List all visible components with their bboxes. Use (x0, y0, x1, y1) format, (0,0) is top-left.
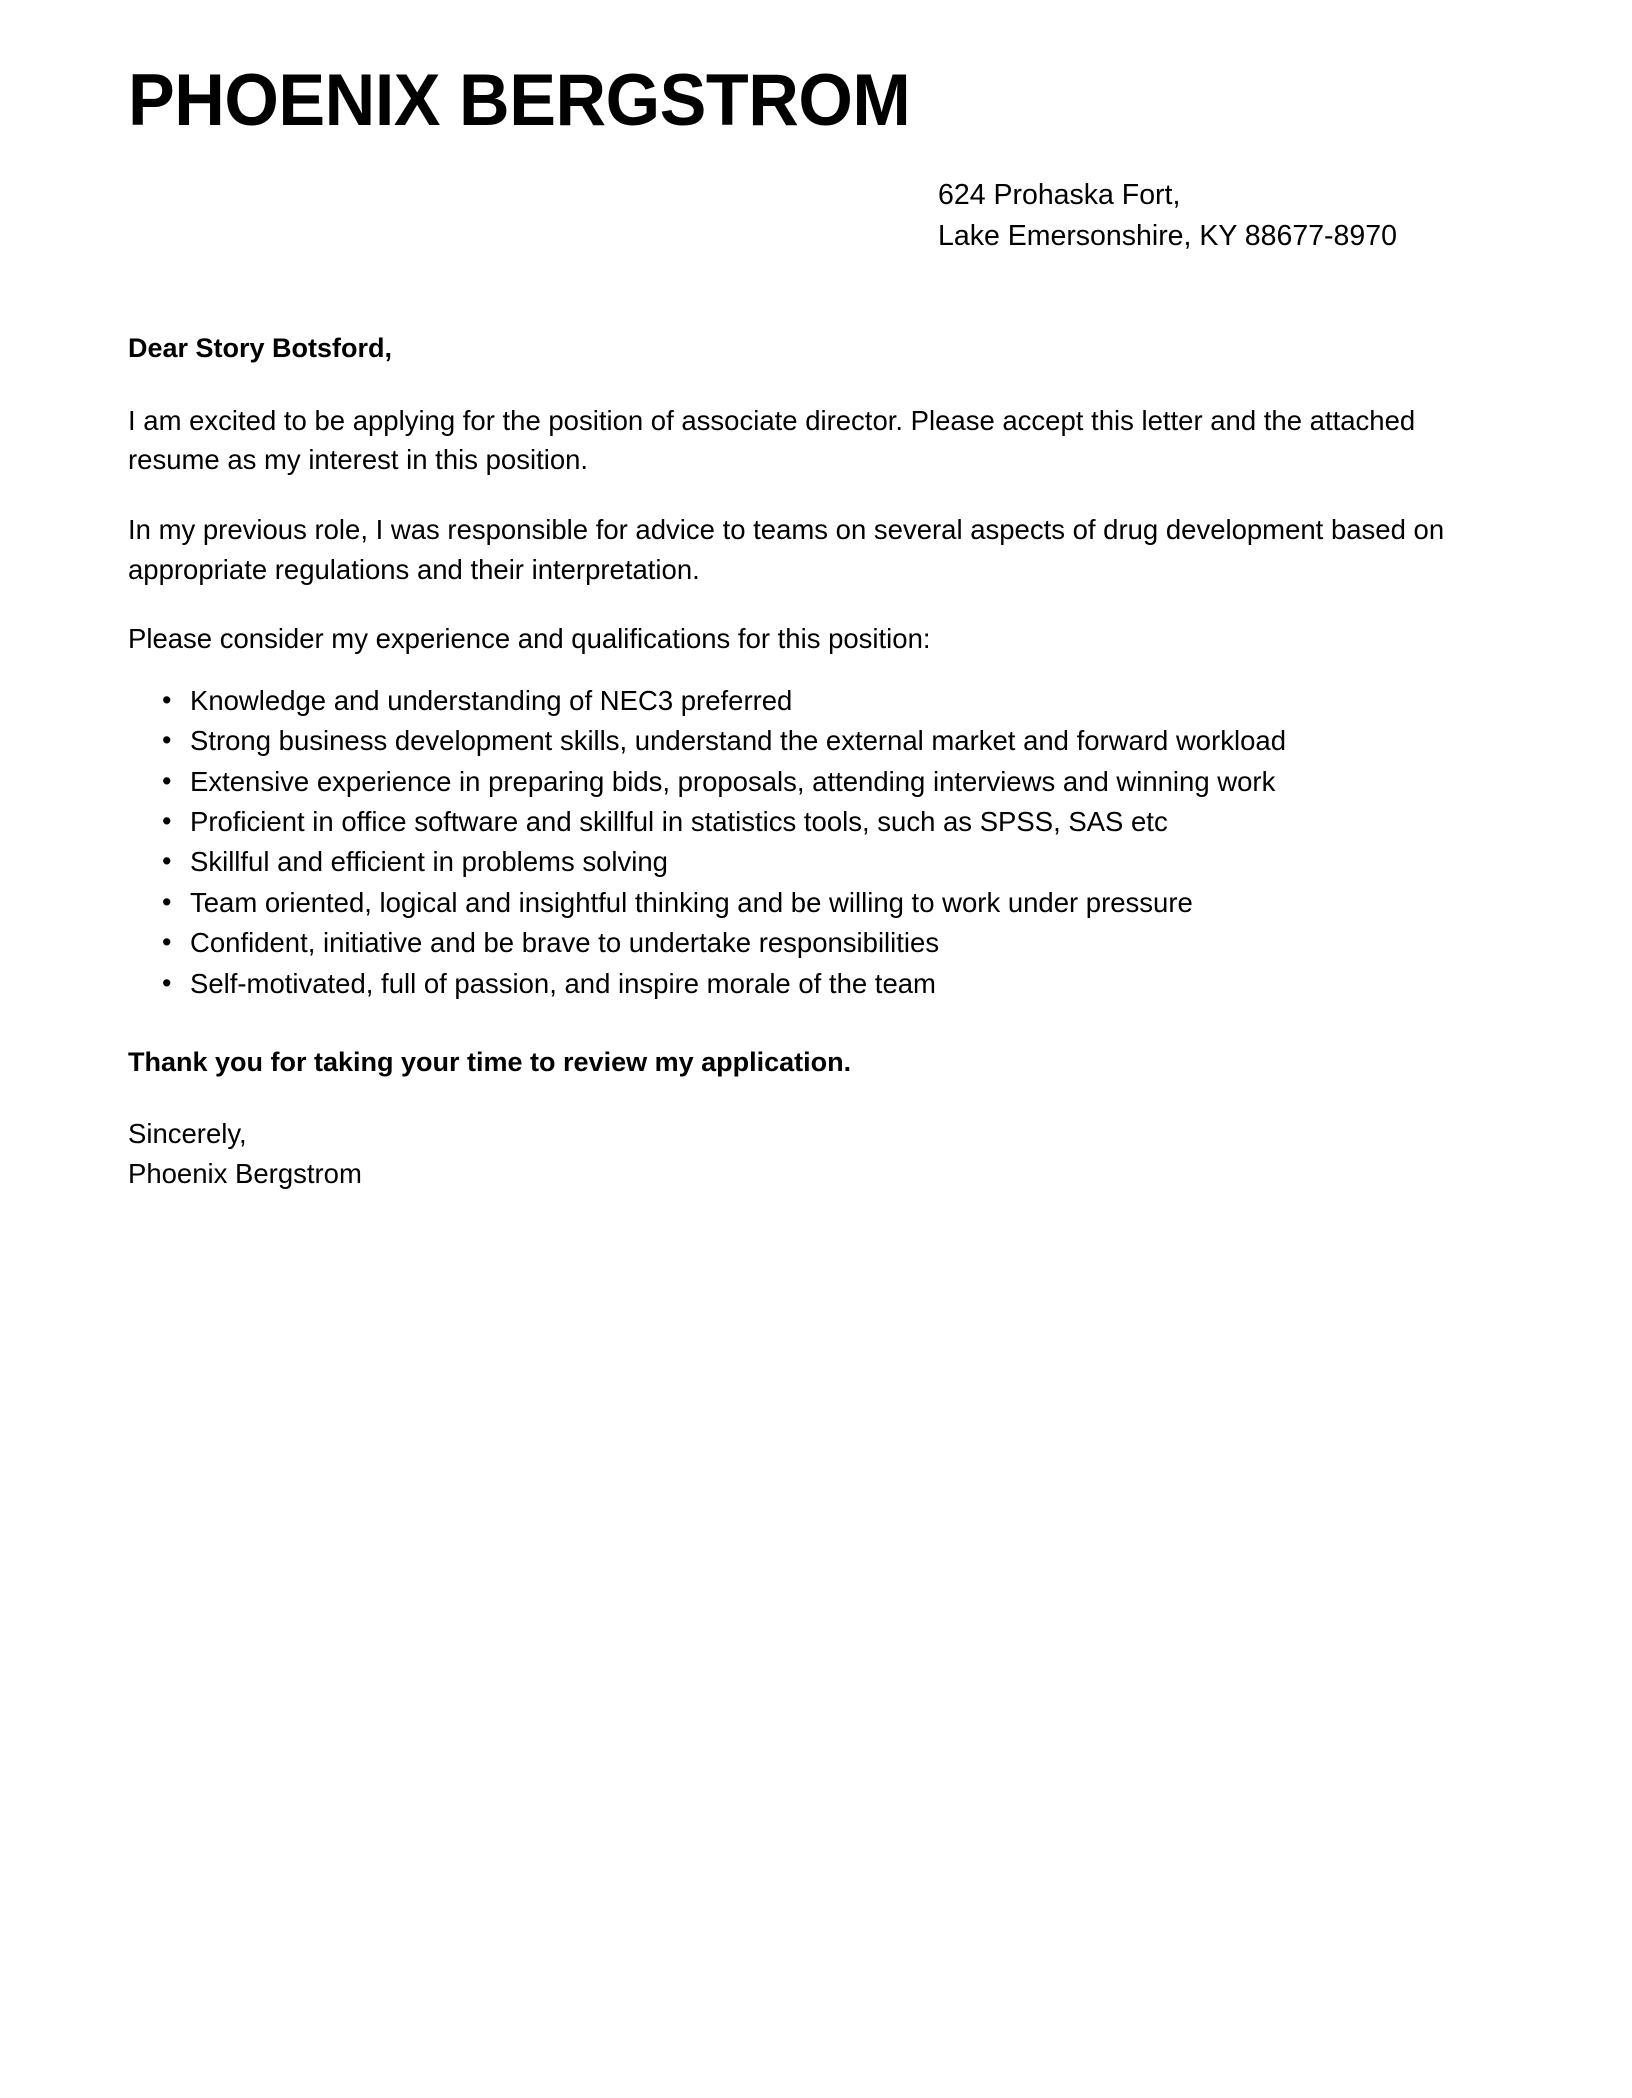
list-item: • Knowledge and understanding of NEC3 preferred (190, 681, 1458, 721)
body-paragraph-1: I am excited to be applying for the position of associate director. Please accept this letter and the attached resume as my interest in this position. (128, 404, 1416, 476)
qualifications-intro: Please consider my experience and qualifications for this position: (128, 623, 931, 655)
address-line-street: 624 Prohaska Fort, (938, 179, 1181, 212)
list-item: • Self-motivated, full of passion, and inspire morale of the team (190, 964, 1458, 1004)
signoff-valediction: Sincerely, (128, 1117, 247, 1149)
signature-block (128, 1114, 1458, 1195)
letter-body (128, 330, 1458, 1194)
list-item: • Skillful and efficient in problems solving (190, 842, 1458, 882)
signature-name: Phoenix Bergstrom (128, 1158, 362, 1190)
salutation: Dear Story Botsford, (128, 333, 393, 364)
qualifications-list (128, 681, 1458, 1004)
closing-thanks: Thank you for taking your time to review my application. (128, 1047, 852, 1078)
letter-content (128, 0, 1492, 1195)
page-title: PHOENIX BERGSTROM (128, 60, 911, 141)
list-item: • Confident, initiative and be brave to undertake responsibilities (190, 923, 1458, 963)
list-item: • Strong business development skills, understand the external market and forward workload (190, 721, 1458, 761)
address-line-city-state-zip: Lake Emersonshire, KY 88677-8970 (938, 219, 1397, 252)
list-item: • Proficient in office software and skillful in statistics tools, such as SPSS, SAS etc (190, 802, 1458, 842)
list-item: • Extensive experience in preparing bids, proposals, attending interviews and winning work (190, 762, 1458, 802)
body-paragraph-2: In my previous role, I was responsible for advice to teams on several aspects of drug development based on appropriate regulations and their interpretation. (128, 513, 1445, 585)
sender-address-block (128, 175, 1492, 256)
list-item: • Team oriented, logical and insightful thinking and be willing to work under pressure (190, 883, 1458, 923)
